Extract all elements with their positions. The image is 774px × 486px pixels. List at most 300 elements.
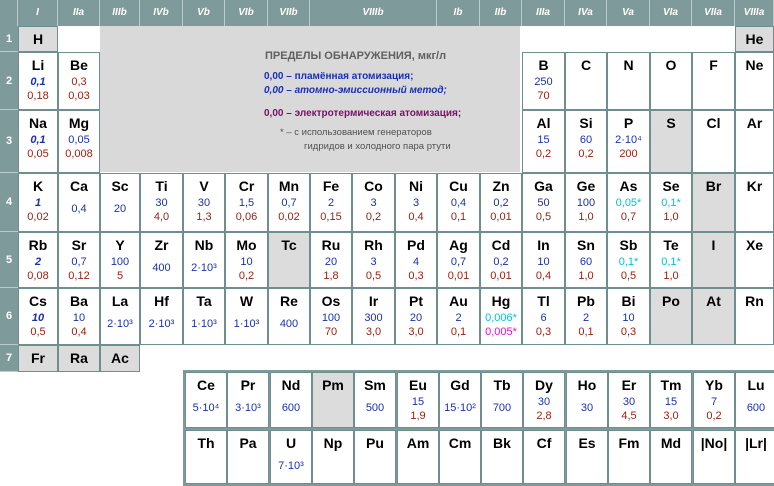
group-header-g5: Vb [183, 0, 225, 26]
element-cell-I [692, 232, 735, 288]
group-header-g15: VIIa [692, 0, 735, 26]
group-header-g7: VIIb [268, 0, 310, 26]
element-symbol: W [239, 293, 254, 309]
element-cell-Mg [58, 110, 100, 173]
detection-limit-electrothermal: 0,12 [68, 270, 90, 282]
element-symbol: I [711, 237, 716, 253]
element-cell-Ti [140, 173, 183, 232]
element-symbol: Cu [449, 178, 468, 194]
detection-limit-primary: 4 [412, 256, 420, 268]
element-symbol: Ca [70, 178, 88, 194]
detection-limit-electrothermal: 0,1 [450, 211, 467, 223]
element-symbol: Be [70, 57, 88, 73]
element-symbol: Fm [618, 435, 640, 451]
group-header-g1: I [18, 0, 58, 26]
element-cell-Xe [735, 232, 774, 288]
element-symbol: Na [29, 115, 47, 131]
detection-limit-electrothermal: 0,008 [65, 148, 93, 160]
element-symbol: Mg [68, 115, 90, 131]
element-symbol: C [580, 57, 592, 73]
element-cell-Nd [270, 372, 312, 428]
element-symbol: Sn [577, 237, 595, 253]
period-label-3: 3 [0, 110, 18, 173]
element-cell-Yb [693, 372, 735, 428]
detection-limit-primary: 100 [576, 197, 596, 209]
period-label-5: 5 [0, 232, 18, 288]
detection-limit-electrothermal: 70 [324, 326, 338, 338]
element-symbol: Ce [197, 377, 215, 393]
element-symbol: Rb [28, 237, 48, 253]
group-header-g12: IVa [565, 0, 607, 26]
detection-limit-electrothermal: 1,3 [196, 211, 212, 223]
detection-limit-electrothermal: 0,01 [490, 211, 512, 223]
detection-limit-electrothermal: 1,0 [578, 270, 594, 282]
element-cell-Tl [522, 288, 565, 345]
detection-limit-primary: 15 [411, 396, 425, 408]
group-header-g2: IIa [58, 0, 100, 26]
period-label-2: 2 [0, 52, 18, 110]
element-symbol: Rh [364, 237, 383, 253]
element-symbol: Zr [154, 237, 169, 253]
element-symbol: H [32, 31, 44, 47]
element-symbol: Sc [111, 178, 129, 194]
element-symbol: Ge [576, 178, 596, 194]
element-symbol: |Lr| [745, 435, 767, 451]
element-cell-Y [100, 232, 140, 288]
element-symbol: Os [321, 293, 341, 309]
detection-limit-electrothermal: 4,0 [153, 211, 170, 223]
element-symbol: Xe [745, 237, 764, 253]
detection-limit-primary: 250 [534, 76, 553, 88]
element-symbol: Re [280, 293, 298, 309]
detection-limit-electrothermal: 3,0 [408, 326, 424, 338]
detection-limit-flame: 1·10³ [233, 318, 260, 330]
group-header-g10: IIb [480, 0, 522, 26]
detection-limit-flame: 600 [746, 402, 766, 414]
legend-note-line1: * – с использованием генераторов [280, 127, 432, 138]
element-cell-Ta [183, 288, 225, 345]
element-symbol: Ar [746, 115, 763, 131]
element-cell-Os [310, 288, 352, 345]
detection-limit-electrothermal: 0,15 [320, 211, 342, 223]
element-cell-Au [437, 288, 480, 345]
detection-limit-flame: 2·10³ [191, 262, 217, 274]
element-symbol: Ne [745, 57, 764, 73]
element-symbol: Dy [535, 377, 553, 393]
detection-limit-primary: 0,05* [615, 197, 642, 209]
detection-limit-electrothermal: 0,05 [27, 148, 49, 160]
element-symbol: Tc [281, 237, 297, 253]
group-header-g9: Ib [437, 0, 480, 26]
detection-limit-electrothermal: 0,2 [535, 148, 552, 160]
element-symbol: Cm [448, 435, 472, 451]
detection-limit-flame: 500 [365, 402, 385, 414]
detection-limit-electrothermal: 0,01 [490, 270, 512, 282]
element-cell-Md [650, 430, 692, 484]
element-symbol: Pt [409, 293, 423, 309]
detection-limit-electrothermal: 0,08 [27, 270, 49, 282]
detection-limit-primary: 0,7 [281, 197, 297, 209]
element-cell-F [692, 52, 735, 110]
element-symbol: Ti [155, 178, 168, 194]
element-cell-B [522, 52, 565, 110]
element-cell-Mo [225, 232, 268, 288]
detection-limit-primary: 20 [324, 256, 338, 268]
element-cell-Rn [735, 288, 774, 345]
legend-emission: 0,00 – атомно-эмиссионный метод; [264, 85, 447, 96]
detection-limit-primary: 20 [409, 312, 423, 324]
detection-limit-primary: 0,2 [493, 256, 509, 268]
element-symbol: Cs [29, 293, 47, 309]
element-symbol: P [623, 115, 634, 131]
detection-limit-electrothermal: 0,4 [408, 211, 424, 223]
element-cell-Nb [183, 232, 225, 288]
detection-limit-flame: 700 [492, 402, 512, 414]
detection-limit-primary: 3 [370, 256, 377, 268]
detection-limit-primary: 10 [31, 312, 45, 324]
element-cell-Ne [735, 52, 774, 110]
group-header-g14: VIa [650, 0, 692, 26]
group-header-g3: IIIb [100, 0, 140, 26]
element-cell-Cr [225, 173, 268, 232]
detection-limit-electrothermal: 2,8 [536, 410, 552, 422]
element-symbol: F [709, 57, 718, 73]
element-cell-Ge [565, 173, 607, 232]
element-symbol: Si [579, 115, 593, 131]
detection-limit-electrothermal: 0,02 [27, 211, 49, 223]
element-symbol: Ba [70, 293, 88, 309]
element-cell-Kr [735, 173, 774, 232]
element-symbol: Yb [705, 377, 723, 393]
detection-limit-primary: 2 [327, 197, 335, 209]
element-symbol: V [199, 178, 209, 194]
element-cell-Cu [437, 173, 480, 232]
element-symbol: Bk [493, 435, 511, 451]
detection-limit-primary: 7 [710, 396, 718, 408]
detection-limit-electrothermal: 0,5 [30, 326, 46, 338]
detection-limit-primary: 6 [540, 312, 547, 324]
detection-limit-electrothermal: 200 [619, 148, 638, 160]
element-cell-Na [18, 110, 58, 173]
element-cell-At [692, 288, 735, 345]
detection-limit-flame: 3·10³ [235, 402, 261, 414]
detection-limit-flame: 600 [281, 402, 301, 414]
legend-panel [100, 26, 520, 172]
element-symbol: At [706, 293, 721, 309]
element-symbol: U [285, 435, 297, 451]
element-symbol: Es [578, 435, 596, 451]
detection-limit-primary: 10 [240, 256, 253, 268]
element-symbol: Y [115, 237, 125, 253]
detection-limit-primary: 0,1* [618, 256, 639, 268]
element-symbol: Pr [240, 377, 256, 393]
element-symbol: Gd [450, 377, 470, 393]
element-symbol: Tb [493, 377, 511, 393]
detection-limit-primary: 10 [537, 256, 550, 268]
detection-limit-primary: 2 [34, 256, 42, 268]
element-symbol: |No| [700, 435, 728, 451]
element-symbol: Ra [70, 350, 88, 366]
detection-limit-primary: 0,7 [450, 256, 467, 268]
element-cell-Te [650, 232, 692, 288]
element-cell-Es [566, 430, 608, 484]
element-symbol: B [538, 57, 549, 73]
element-cell-Sm [354, 372, 396, 428]
legend-flame: 0,00 – пламённая атомизация; [264, 71, 414, 82]
element-symbol: Mo [236, 237, 257, 253]
element-cell-Sr [58, 232, 100, 288]
detection-limit-flame: 0,4 [71, 203, 87, 215]
element-symbol: K [32, 178, 44, 194]
element-symbol: Eu [409, 377, 427, 393]
element-cell-Zn [480, 173, 522, 232]
element-cell-Li [18, 52, 58, 110]
element-symbol: S [666, 115, 676, 131]
detection-limit-electrothermal: 0,7 [620, 211, 637, 223]
element-cell-Tb [481, 372, 523, 428]
header-corner [0, 0, 18, 26]
element-symbol: Lu [747, 377, 765, 393]
element-cell-He [735, 26, 774, 52]
detection-limit-flame: 400 [279, 318, 299, 330]
element-symbol: Au [449, 293, 468, 309]
element-cell-Ru [310, 232, 352, 288]
detection-limit-flame: 400 [152, 262, 171, 274]
legend-title: ПРЕДЕЛЫ ОБНАРУЖЕНИЯ, мкг/л [265, 50, 447, 62]
detection-limit-electrothermal: 0,3 [535, 326, 552, 338]
element-symbol: Br [705, 178, 722, 194]
element-symbol: Np [323, 435, 343, 451]
element-symbol: Nb [194, 237, 214, 253]
detection-limit-primary: 0,1 [30, 76, 46, 88]
element-cell-Ce [185, 372, 227, 428]
detection-limit-electrothermal: 1,9 [410, 410, 426, 422]
element-symbol: Li [31, 57, 45, 73]
element-cell-N [607, 52, 650, 110]
element-cell-Be [58, 52, 100, 110]
element-symbol: Er [621, 377, 637, 393]
legend-electrothermal: 0,00 – электротермическая атомизация; [264, 108, 462, 119]
element-symbol: Rn [745, 293, 764, 309]
group-header-g16: VIIIa [735, 0, 774, 26]
element-symbol: Tm [660, 377, 682, 393]
element-cell-Re [268, 288, 310, 345]
element-cell-In [522, 232, 565, 288]
period-label-1: 1 [0, 26, 18, 52]
detection-limit-primary: 50 [537, 197, 550, 209]
element-cell-Hf [140, 288, 183, 345]
detection-limit-flame: 1·10³ [191, 318, 217, 330]
element-symbol: Md [660, 435, 682, 451]
element-symbol: Fr [31, 350, 45, 366]
detection-limit-primary: 0,7 [71, 256, 87, 268]
detection-limit-primary: 1,5 [238, 197, 255, 209]
detection-limit-primary: 60 [579, 134, 593, 146]
detection-limit-electrothermal: 0,06 [235, 211, 258, 223]
element-cell-O [650, 52, 692, 110]
element-symbol: Po [662, 293, 680, 309]
element-cell-Pm [312, 372, 354, 428]
element-cell-K [18, 173, 58, 232]
element-symbol: La [111, 293, 129, 309]
detection-limit-primary: 300 [364, 312, 383, 324]
detection-limit-primary: 3 [412, 197, 420, 209]
detection-limit-electrothermal: 0,3 [408, 270, 424, 282]
element-symbol: Sm [364, 377, 386, 393]
detection-limit-primary: 0,3 [71, 76, 87, 88]
element-symbol: Fe [322, 178, 340, 194]
element-symbol: Sr [71, 237, 87, 253]
detection-limit-electrothermal: 0,03 [68, 90, 90, 102]
element-cell-Br [692, 173, 735, 232]
element-cell-U [270, 430, 312, 484]
element-cell-Cs [18, 288, 58, 345]
detection-limit-electrothermal: 4,5 [621, 410, 637, 422]
detection-limit-primary: 60 [579, 256, 593, 268]
element-cell-Cf [523, 430, 565, 484]
detection-limit-electrothermal: 0,02 [278, 211, 300, 223]
element-cell-Ra [58, 345, 100, 372]
element-symbol: He [745, 31, 764, 47]
detection-limit-electrothermal: 70 [537, 90, 550, 102]
detection-limit-primary: 10 [622, 312, 635, 324]
element-cell-Tm [650, 372, 692, 428]
period-label-6: 6 [0, 288, 18, 345]
element-cell-Th [185, 430, 227, 484]
detection-limit-primary: 0,006* [485, 312, 517, 324]
element-cell-Ca [58, 173, 100, 232]
detection-limit-electrothermal: 1,0 [578, 211, 594, 223]
element-cell-C [565, 52, 607, 110]
detection-limit-electrothermal: 5 [116, 270, 124, 282]
detection-limit-electrothermal: 0,5 [535, 211, 552, 223]
detection-limit-electrothermal: 0,005* [485, 326, 517, 338]
element-symbol: Th [197, 435, 215, 451]
element-cell-Cd [480, 232, 522, 288]
element-cell-Pu [354, 430, 396, 484]
detection-limit-electrothermal: 0,2 [365, 211, 382, 223]
element-cell-S [650, 110, 692, 173]
detection-limit-flame: 5·10⁴ [192, 402, 220, 414]
legend-note-line2: гидридов и холодного пара ртути [304, 141, 451, 152]
element-cell-As [607, 173, 650, 232]
detection-limit-primary: 100 [110, 256, 130, 268]
detection-limit-primary: 2 [455, 312, 462, 324]
element-symbol: Te [663, 237, 679, 253]
element-symbol: Bi [621, 293, 636, 309]
element-cell-Sb [607, 232, 650, 288]
element-cell-Er [608, 372, 650, 428]
element-symbol: Cf [536, 435, 552, 451]
element-symbol: Cl [706, 115, 721, 131]
element-cell-Cl [692, 110, 735, 173]
element-symbol: Ga [534, 178, 553, 194]
group-header-g4: IVb [140, 0, 183, 26]
detection-limit-primary: 1 [34, 197, 42, 209]
element-cell-Ga [522, 173, 565, 232]
detection-limit-primary: 100 [321, 312, 341, 324]
element-cell-Lu [735, 372, 774, 428]
element-symbol: Mn [278, 178, 300, 194]
detection-limit-primary: 0,05 [68, 134, 90, 146]
detection-limit-electrothermal: 0,5 [365, 270, 382, 282]
detection-limit-electrothermal: 0,4 [71, 326, 87, 338]
detection-limit-electrothermal: 0,5 [620, 270, 637, 282]
element-cell-Pb [565, 288, 607, 345]
element-symbol: Ag [449, 237, 468, 253]
detection-limit-primary: 2·10⁴ [615, 134, 642, 146]
element-symbol: Nd [281, 377, 301, 393]
period-label-4: 4 [0, 173, 18, 232]
element-cell-Rh [352, 232, 395, 288]
element-cell-Gd [439, 372, 481, 428]
element-cell-Sn [565, 232, 607, 288]
detection-limit-primary: 15 [664, 396, 678, 408]
detection-limit-flame: 7·10³ [278, 460, 304, 472]
element-cell-H [18, 26, 58, 52]
element-symbol: Cr [238, 178, 255, 194]
element-cell-Fr [18, 345, 58, 372]
detection-limit-primary: 0,1* [661, 197, 681, 209]
detection-limit-electrothermal: 0,2 [578, 148, 594, 160]
detection-limit-primary: 0,1* [661, 256, 681, 268]
element-symbol: Pd [407, 237, 425, 253]
detection-limit-electrothermal: 0,18 [27, 90, 49, 102]
element-symbol: Hg [491, 293, 511, 309]
element-cell-Ni [395, 173, 437, 232]
element-cell-Ba [58, 288, 100, 345]
element-cell-Ir [352, 288, 395, 345]
element-cell-Mn [268, 173, 310, 232]
element-cell-V [183, 173, 225, 232]
period-label-7: 7 [0, 345, 18, 372]
detection-limit-electrothermal: 0,01 [447, 270, 470, 282]
element-cell-W [225, 288, 268, 345]
detection-limit-electrothermal: 1,8 [323, 270, 339, 282]
detection-limit-primary: 0,4 [450, 197, 467, 209]
element-symbol: Am [406, 435, 430, 451]
detection-limit-flame: 2·10³ [148, 318, 175, 330]
detection-limit-electrothermal: 0,2 [706, 410, 722, 422]
element-symbol: Ir [368, 293, 379, 309]
element-symbol: Pm [322, 377, 344, 393]
element-cell-Hg [480, 288, 522, 345]
element-cell-Fm [608, 430, 650, 484]
detection-limit-primary: 10 [72, 312, 86, 324]
group-header-g11: IIIa [522, 0, 565, 26]
element-cell-Tc [268, 232, 310, 288]
element-cell-Pa [227, 430, 269, 484]
element-cell-Pr [227, 372, 269, 428]
detection-limit-primary: 3 [370, 197, 377, 209]
detection-limit-flame: 2·10³ [107, 318, 133, 330]
element-cell-Bi [607, 288, 650, 345]
element-symbol: Pa [239, 435, 257, 451]
element-cell-Bk [481, 430, 523, 484]
element-symbol: Ta [196, 293, 212, 309]
element-cell-Ar [735, 110, 774, 173]
element-cell-P [607, 110, 650, 173]
detection-limit-electrothermal: 0,1 [578, 326, 594, 338]
element-symbol: Co [364, 178, 383, 194]
detection-limit-primary: 30 [197, 197, 211, 209]
element-cell-Am [397, 430, 439, 484]
element-cell-Sc [100, 173, 140, 232]
element-cell-Po [650, 288, 692, 345]
element-symbol: Ni [409, 178, 423, 194]
detection-limit-electrothermal: 0,4 [535, 270, 552, 282]
element-symbol: Kr [746, 178, 763, 194]
